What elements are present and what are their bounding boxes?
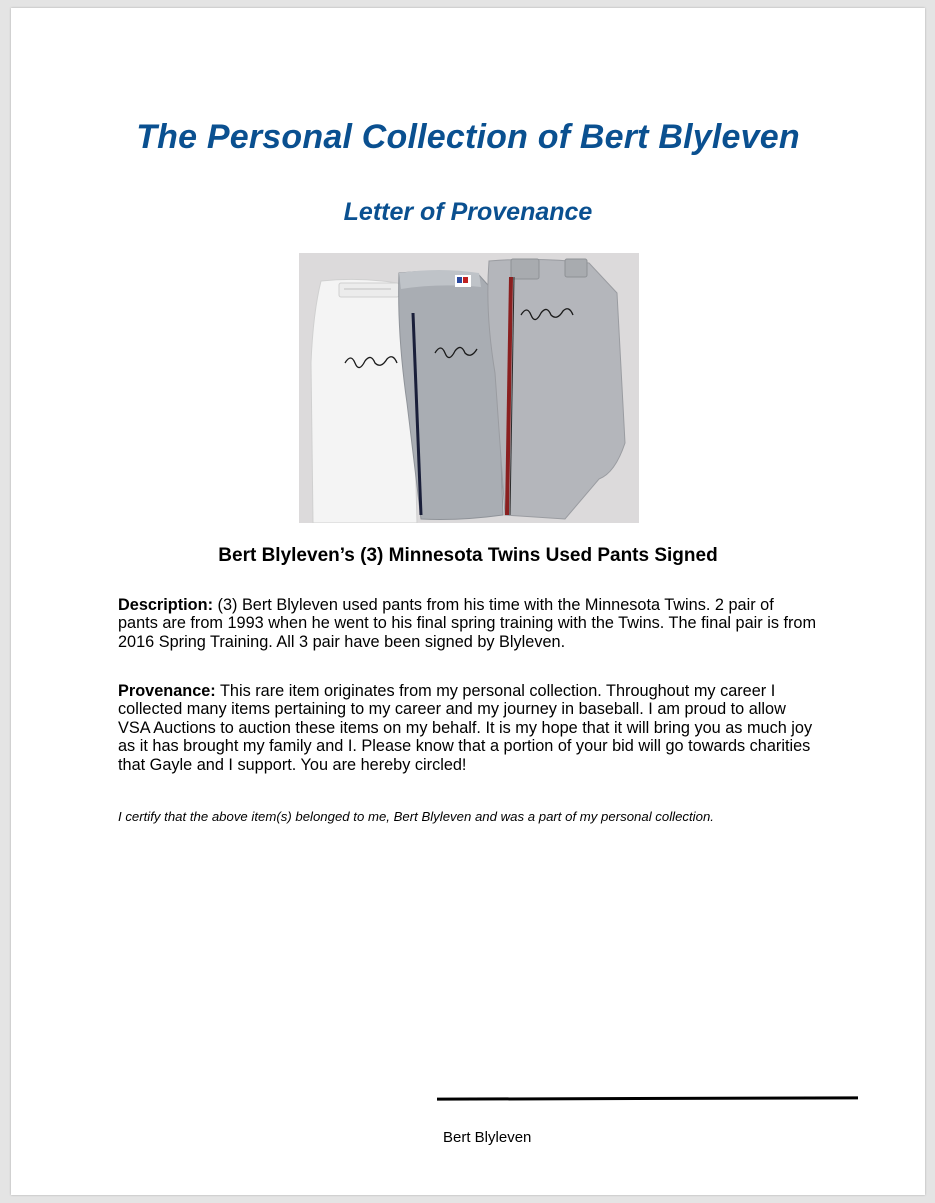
provenance-label: Provenance:: [118, 682, 216, 700]
provenance-paragraph: [118, 682, 818, 774]
signature-line: [437, 1096, 858, 1100]
page-subtitle: Letter of Provenance: [343, 198, 593, 226]
item-heading: Bert Blyleven’s (3) Minnesota Twins Used Pants Signed: [218, 545, 718, 566]
provenance-text: This rare item originates from my personal collection. Throughout my career I collected many items pertaining to my career and my journey in baseball. I am proud to allow VSA Auctions to auction these items on my behalf. It is my hope that it will bring you as much joy as it has brought my family and I. Please know that a portion of your bid will go towards charities that Gayle and I support. You are hereby circled!: [118, 682, 813, 774]
signed-pants-image: [299, 253, 639, 523]
certification-statement: I certify that the above item(s) belonged to me, Bert Blyleven and was a part of my personal collection.: [118, 809, 714, 824]
signature-name: Bert Blyleven: [443, 1129, 532, 1146]
description-paragraph: [118, 596, 818, 651]
document-page: [11, 8, 925, 1195]
description-text: (3) Bert Blyleven used pants from his time with the Minnesota Twins. 2 pair of pants are from 1993 when he went to his final spring training with the Twins. The final pair is from 2016 Spring Training. All 3 pair have been signed by Blyleven.: [118, 596, 817, 651]
pants-photo: [299, 253, 639, 523]
page-title: The Personal Collection of Bert Blyleven: [136, 118, 800, 156]
description-label: Description:: [118, 596, 213, 614]
